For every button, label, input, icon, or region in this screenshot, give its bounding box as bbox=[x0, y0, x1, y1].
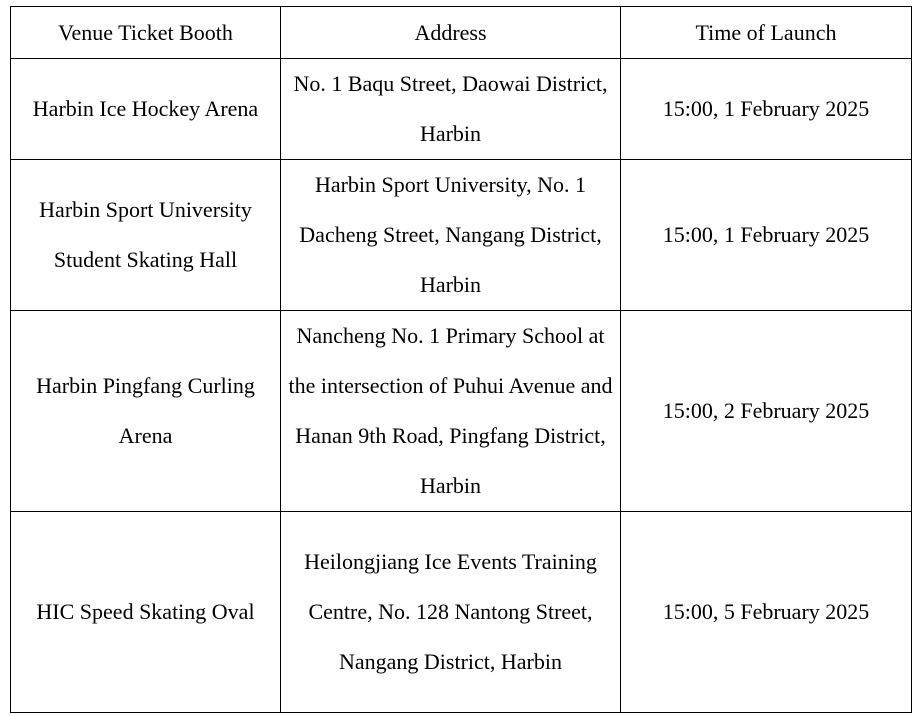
cell-time: 15:00, 5 February 2025 bbox=[621, 512, 912, 713]
table-body bbox=[11, 59, 912, 713]
table-header bbox=[11, 7, 912, 59]
table-row bbox=[11, 512, 912, 713]
cell-venue: Harbin Pingfang Curling Arena bbox=[11, 311, 281, 512]
header-row bbox=[11, 7, 912, 59]
cell-address: Nancheng No. 1 Primary School at the intersection of Puhui Avenue and Hanan 9th Road, Pingfang District, Harbin bbox=[281, 311, 621, 512]
header-venue: Venue Ticket Booth bbox=[11, 7, 281, 59]
table-row bbox=[11, 160, 912, 311]
cell-address: No. 1 Baqu Street, Daowai District, Harbin bbox=[281, 59, 621, 160]
cell-time: 15:00, 1 February 2025 bbox=[621, 160, 912, 311]
cell-address: Heilongjiang Ice Events Training Centre, No. 128 Nantong Street, Nangang District, Harbin bbox=[281, 512, 621, 713]
table-row bbox=[11, 311, 912, 512]
cell-venue: HIC Speed Skating Oval bbox=[11, 512, 281, 713]
table-row bbox=[11, 59, 912, 160]
cell-time: 15:00, 2 February 2025 bbox=[621, 311, 912, 512]
header-time: Time of Launch bbox=[621, 7, 912, 59]
cell-venue: Harbin Ice Hockey Arena bbox=[11, 59, 281, 160]
cell-time: 15:00, 1 February 2025 bbox=[621, 59, 912, 160]
cell-venue: Harbin Sport University Student Skating Hall bbox=[11, 160, 281, 311]
header-address: Address bbox=[281, 7, 621, 59]
cell-address: Harbin Sport University, No. 1 Dacheng Street, Nangang District, Harbin bbox=[281, 160, 621, 311]
ticket-booth-table bbox=[10, 6, 912, 713]
